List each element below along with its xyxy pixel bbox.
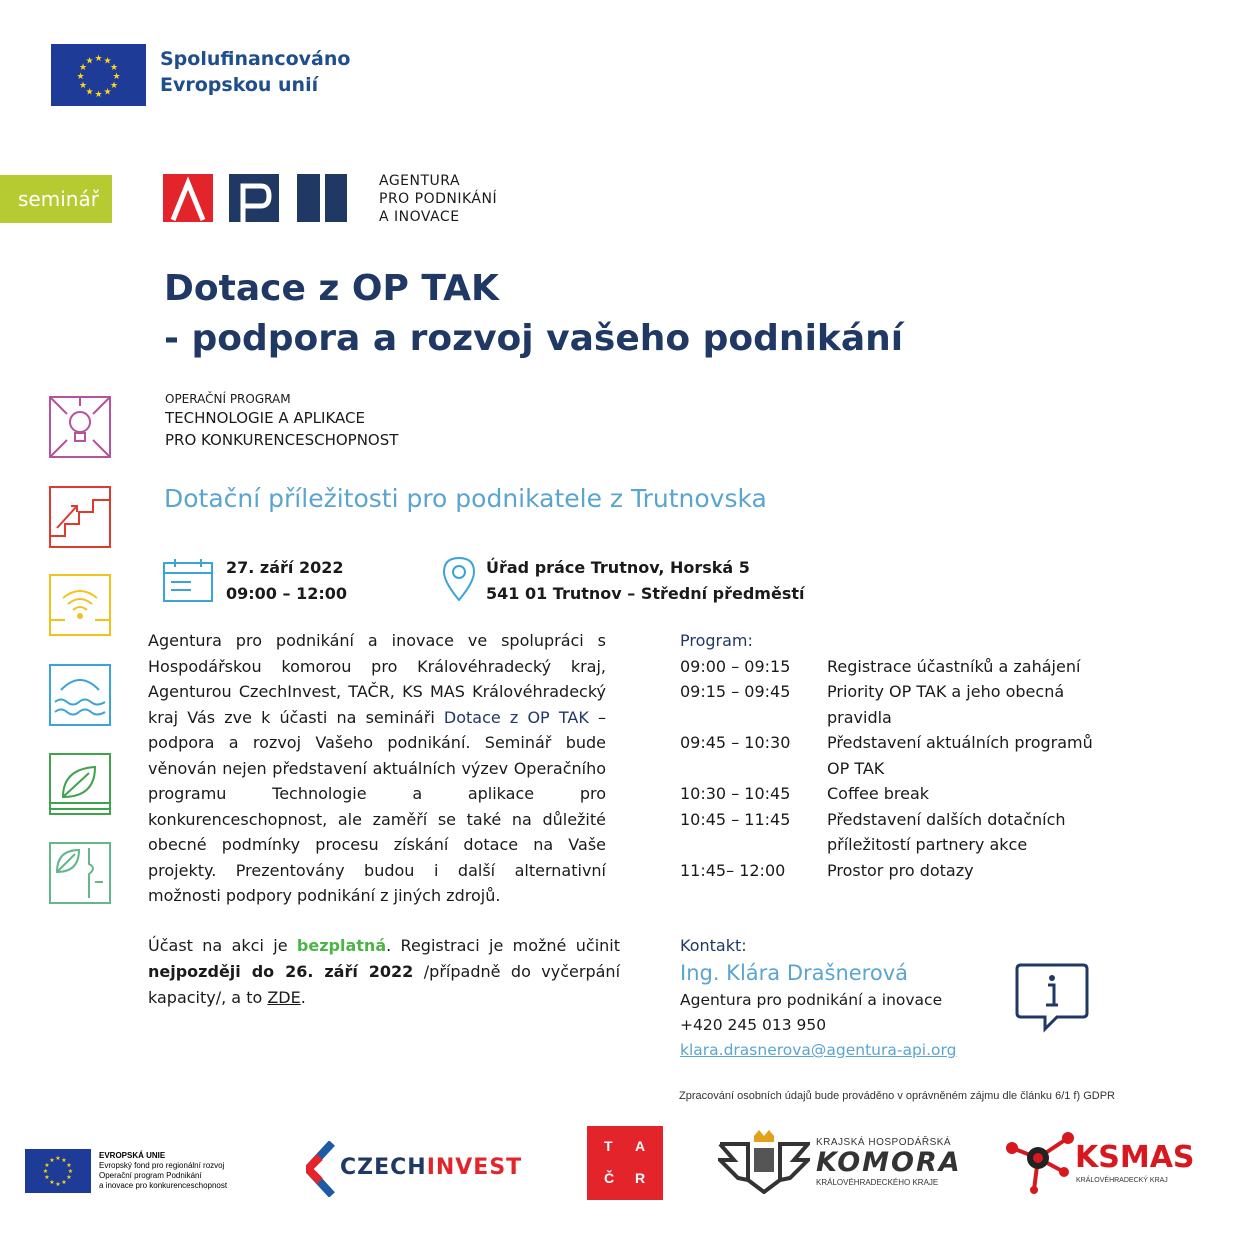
komora-line-2: KOMORA [816, 1147, 962, 1178]
komora-lion-emblem [718, 1130, 810, 1194]
contact-phone: +420 245 013 950 [680, 1016, 827, 1034]
svg-text:★: ★ [49, 1157, 55, 1164]
footer-eu-line-3: Operační program Podnikání [99, 1171, 202, 1180]
ksmas-subtitle: KRÁLOVÉHRADECKÝ KRAJ [1076, 1177, 1168, 1184]
svg-text:★: ★ [61, 1157, 67, 1164]
svg-text:★: ★ [67, 1168, 74, 1175]
svg-text:★: ★ [94, 90, 103, 100]
api-name-line-1: AGENTURA [379, 173, 461, 189]
program-heading: Program: [680, 631, 753, 650]
program-time: 09:45 – 10:30 [680, 733, 791, 752]
event-place-line-1: Úřad práce Trutnov, Horská 5 [486, 558, 750, 577]
program-desc: Priority OP TAK a jeho obecná pravidla [827, 682, 1065, 727]
czechinvest-logo-text [340, 1155, 522, 1180]
svg-text:★: ★ [55, 1181, 61, 1188]
czechinvest-text-b: INVEST [426, 1155, 523, 1180]
title-line-1: Dotace z OP TAK [164, 268, 499, 309]
footer-eu-text [99, 1151, 227, 1191]
registration-info [148, 933, 620, 1011]
eu-flag-logo [51, 44, 146, 106]
op-program-line-1: OPERAČNÍ PROGRAM [165, 392, 291, 406]
program-desc: Registrace účastníků a zahájení [827, 656, 1081, 676]
lightbulb-icon [49, 396, 111, 458]
ksmas-logo-text: KSMAS [1075, 1140, 1195, 1175]
svg-text:★: ★ [44, 1162, 50, 1169]
program-time: 10:45 – 11:45 [680, 809, 791, 829]
calendar-icon [163, 558, 213, 602]
program-schedule [680, 628, 1117, 883]
program-row [680, 807, 1117, 858]
svg-text:★: ★ [78, 81, 88, 91]
tacr-letter: Č [604, 1170, 615, 1186]
registration-part-d: . [300, 988, 306, 1007]
eu-cofinanced-text [160, 46, 350, 98]
gdpr-notice: Zpracování osobních údajů bude prováděno v oprávněném zájmu dle článku 6/1 f) GDPR [679, 1090, 1115, 1102]
api-logo [163, 174, 347, 222]
komora-line-1: KRAJSKÁ HOSPODÁŘSKÁ [816, 1137, 952, 1148]
czechinvest-logo-mark [306, 1141, 340, 1197]
program-desc: Coffee break [827, 784, 930, 803]
svg-text:★: ★ [66, 1174, 72, 1181]
registration-free: bezplatná [296, 936, 387, 955]
program-desc: Představení dalších dotačních příležitostí partnery akce [827, 809, 1066, 854]
program-time: 09:15 – 09:45 [680, 682, 791, 701]
svg-text:★: ★ [112, 72, 121, 82]
footer-eu-stars-icon [25, 1149, 91, 1193]
contact-heading: Kontakt: [680, 936, 747, 955]
program-row [680, 730, 1117, 781]
svg-text:★: ★ [55, 1155, 61, 1162]
footer-eu-line-4: a inovace pro konkurenceschopnost [99, 1181, 228, 1190]
svg-text:★: ★ [103, 87, 112, 98]
eu-stars-icon [51, 44, 146, 106]
svg-text:★: ★ [61, 1179, 67, 1186]
op-program-line-3: PRO KONKURENCESCHOPNOST [165, 431, 399, 449]
location-pin-icon [442, 556, 476, 602]
footer-eu-line-2: Evropský fond pro regionální rozvoj [99, 1161, 225, 1170]
event-date: 27. září 2022 [226, 558, 344, 577]
description-rest: – podpora a rozvoj Vašeho podnikání. Seminář bude věnován nejen představení aktuálních výzev Operačního programu Technologie a aplikace pro konkurenceschopnost, ale zaměří se také na důležité obecné podmínky procesu získání dotace na Vaše projekty. Prezentovány budou i další alternativní možnosti podpory podnikání z jiných zdrojů. [148, 707, 606, 905]
event-datetime [226, 555, 347, 607]
contact-name: Ing. Klára Drašnerová [680, 961, 908, 985]
czechinvest-text-a: CZECH [340, 1155, 427, 1180]
eu-line-1: Spolufinancováno [160, 48, 351, 70]
op-program-line-2: TECHNOLOGIE A APLIKACE [165, 409, 365, 427]
contact-email-link[interactable]: klara.drasnerova@agentura-api.org [680, 1041, 957, 1059]
contact-org: Agentura pro podnikání a inovace [680, 991, 943, 1009]
svg-text:★: ★ [42, 1168, 49, 1175]
svg-text:★: ★ [44, 1174, 50, 1181]
komora-logo-text [816, 1137, 962, 1187]
info-chat-icon [1015, 963, 1089, 1033]
svg-text:★: ★ [76, 72, 85, 82]
registration-part-b: . Registraci je možné učinit [386, 936, 621, 955]
footer-eu-flag [25, 1149, 91, 1193]
event-place [486, 555, 804, 607]
svg-text:★: ★ [49, 1179, 55, 1186]
svg-text:★: ★ [109, 63, 119, 73]
svg-text:★: ★ [85, 56, 94, 67]
program-time: 09:00 – 09:15 [680, 656, 791, 676]
komora-line-3: KRÁLOVÉHRADECKÉHO KRAJE [816, 1178, 939, 1187]
program-row [680, 781, 1117, 807]
api-name-line-2: PRO PODNIKÁNÍ [379, 191, 498, 207]
svg-text:★: ★ [103, 56, 112, 67]
tacr-letter: R [635, 1170, 646, 1186]
water-cycle-icon [49, 664, 111, 726]
event-time: 09:00 – 12:00 [226, 584, 347, 603]
event-description [148, 628, 606, 909]
registration-part-c: /případně do vyčerpání kapacity/, a to [148, 962, 621, 1007]
program-row [680, 679, 1117, 730]
eu-line-2: Evropskou unií [160, 74, 319, 96]
program-time: 11:45– 12:00 [680, 860, 786, 880]
wireless-signal-icon [49, 574, 111, 636]
registration-part-a: Účast na akci je [148, 936, 297, 955]
page-title [164, 264, 903, 364]
contact-block [680, 933, 956, 1063]
registration-link[interactable]: ZDE [267, 988, 301, 1007]
svg-text:★: ★ [78, 63, 88, 73]
program-desc: Představení aktuálních programů OP TAK [827, 733, 1093, 778]
ksmas-network-icon [1004, 1128, 1076, 1194]
seminar-badge: seminář [0, 175, 112, 223]
tacr-letter: T [604, 1138, 613, 1154]
tacr-letter: A [635, 1138, 646, 1154]
program-desc: Prostor pro dotazy [827, 860, 974, 880]
tacr-logo [587, 1126, 663, 1200]
svg-text:★: ★ [85, 87, 94, 98]
title-line-2: - podpora a rozvoj vašeho podnikání [164, 318, 904, 359]
registration-deadline: nejpozději do 26. září 2022 [148, 962, 414, 981]
program-row [680, 858, 1117, 884]
stairs-growth-icon [49, 486, 111, 548]
svg-text:★: ★ [66, 1162, 72, 1169]
leaf-icon [49, 753, 111, 815]
program-time: 10:30 – 10:45 [680, 784, 791, 803]
program-row [680, 654, 1117, 680]
event-place-line-2: 541 01 Trutnov – Střední předměstí [486, 584, 805, 603]
footer-eu-line-1: EVROPSKÁ UNIE [99, 1151, 166, 1160]
svg-text:★: ★ [94, 54, 103, 64]
api-name-line-3: A INOVACE [379, 209, 460, 225]
api-name [379, 172, 497, 226]
description-highlight: Dotace z OP TAK [443, 707, 589, 727]
nature-face-icon [49, 842, 111, 904]
description-intro: Agentura pro podnikání a inovace ve spolupráci s Hospodářskou komorou pro Královéhradecký kraj, Agenturou CzechInvest, TAČR, KS MAS Královéhradecký kraj Vás zve k účasti na semináři [148, 631, 606, 727]
svg-text:★: ★ [109, 81, 119, 91]
op-program-name [165, 391, 398, 451]
event-subtitle: Dotační příležitosti pro podnikatele z Trutnovska [164, 484, 767, 513]
